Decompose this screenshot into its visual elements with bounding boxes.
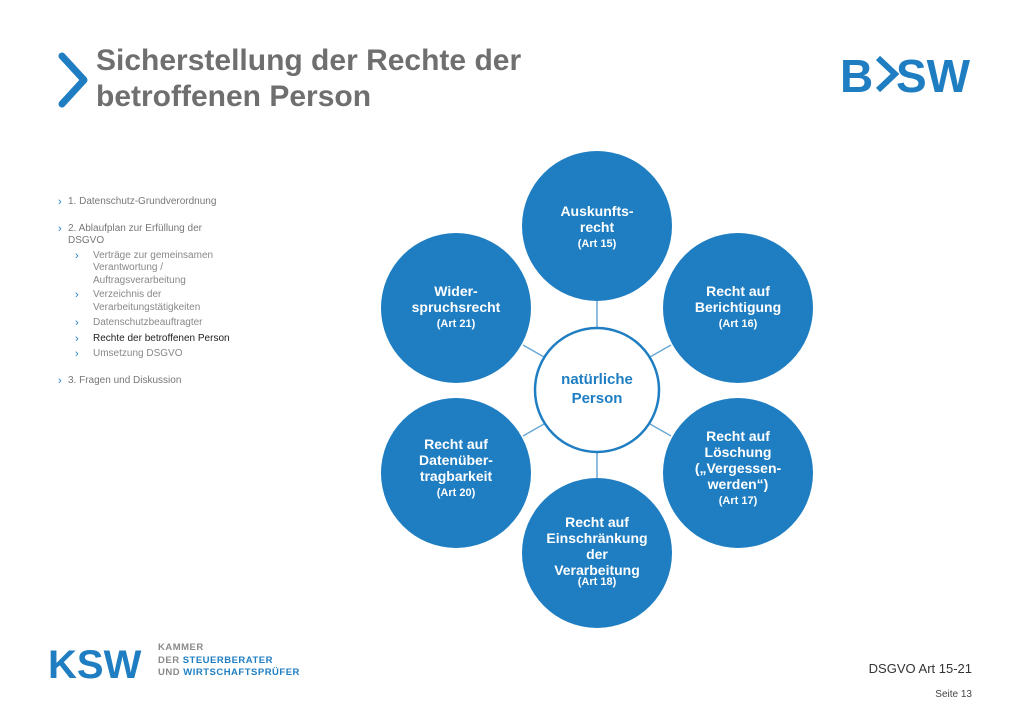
bsw-logo-sw: SW: [896, 52, 971, 96]
title-line-1: Sicherstellung der Rechte der: [96, 44, 522, 77]
bsw-logo-b: B: [840, 52, 874, 96]
article-ref: (Art 15): [577, 238, 617, 250]
connector-bottom-left: [523, 424, 544, 436]
agenda-subitem-4-active[interactable]: › Rechte der betroffenen Person: [75, 332, 230, 345]
article-ref: (Art 20): [436, 487, 476, 499]
chevron-right-icon: ›: [75, 249, 79, 262]
connector-bottom-right: [650, 424, 671, 436]
chevron-right-icon: ›: [58, 374, 62, 387]
agenda-item-2[interactable]: › 2. Ablaufplan zur Erfüllung der DSGVO: [58, 222, 202, 246]
article-ref: (Art 18): [577, 576, 617, 588]
agenda-subitem-3[interactable]: › Datenschutzbeauftragter: [75, 317, 203, 329]
agenda-subitem-1[interactable]: › Verträge zur gemeinsamen Verantwortung / Auftragsverarbeitung: [75, 249, 214, 286]
center-label: natürliche Person: [561, 371, 633, 407]
agenda-subitem-5[interactable]: › Umsetzung DSGVO: [75, 348, 183, 360]
node-label-widerspruch: Wider- spruchsrecht (Art 21): [391, 283, 521, 331]
chevron-right-icon: ›: [58, 196, 62, 208]
title-line-2: betroffenen Person: [96, 80, 372, 113]
article-ref: (Art 16): [718, 318, 758, 330]
chevron-right-icon: ›: [75, 289, 79, 301]
node-label-datenuebertragbarkeit: Recht auf Datenüber- tragbarkeit (Art 20): [391, 436, 521, 500]
article-ref: (Art 17): [718, 495, 758, 507]
agenda-subitem-2[interactable]: › Verzeichnis der Verarbeitungstätigkeiten: [75, 289, 201, 313]
page-number: Seite 13: [935, 689, 972, 700]
chevron-right-icon: ›: [75, 348, 79, 360]
agenda-item-1[interactable]: › 1. Datenschutz-Grundverordnung: [58, 196, 217, 208]
agenda-item-3[interactable]: › 3. Fragen und Diskussion: [58, 374, 182, 387]
chevron-right-icon: ›: [75, 317, 79, 329]
ksw-logo-text: KSW: [48, 643, 142, 682]
node-label-berichtigung: Recht auf Berichtigung (Art 16): [673, 283, 803, 331]
article-ref: (Art 21): [436, 318, 476, 330]
connector-top-right: [650, 345, 671, 357]
ksw-chamber-name: KAMMER DER STEUERBERATER UND WIRTSCHAFTSPRÜFER: [158, 642, 300, 678]
node-label-einschraenkung: Recht auf Einschränkung der Verarbeitung (Art 18): [532, 514, 662, 589]
chevron-right-icon: ›: [58, 222, 62, 235]
ksw-logo: [48, 640, 158, 682]
connector-top-left: [523, 345, 544, 357]
node-label-loeschung: Recht auf Löschung („Vergessen- werden“) (Art 17): [673, 428, 803, 508]
law-reference: DSGVO Art 15-21: [868, 661, 972, 676]
chevron-right-icon: ›: [75, 332, 79, 345]
node-label-auskunftsrecht: Auskunfts- recht (Art 15): [532, 203, 662, 251]
